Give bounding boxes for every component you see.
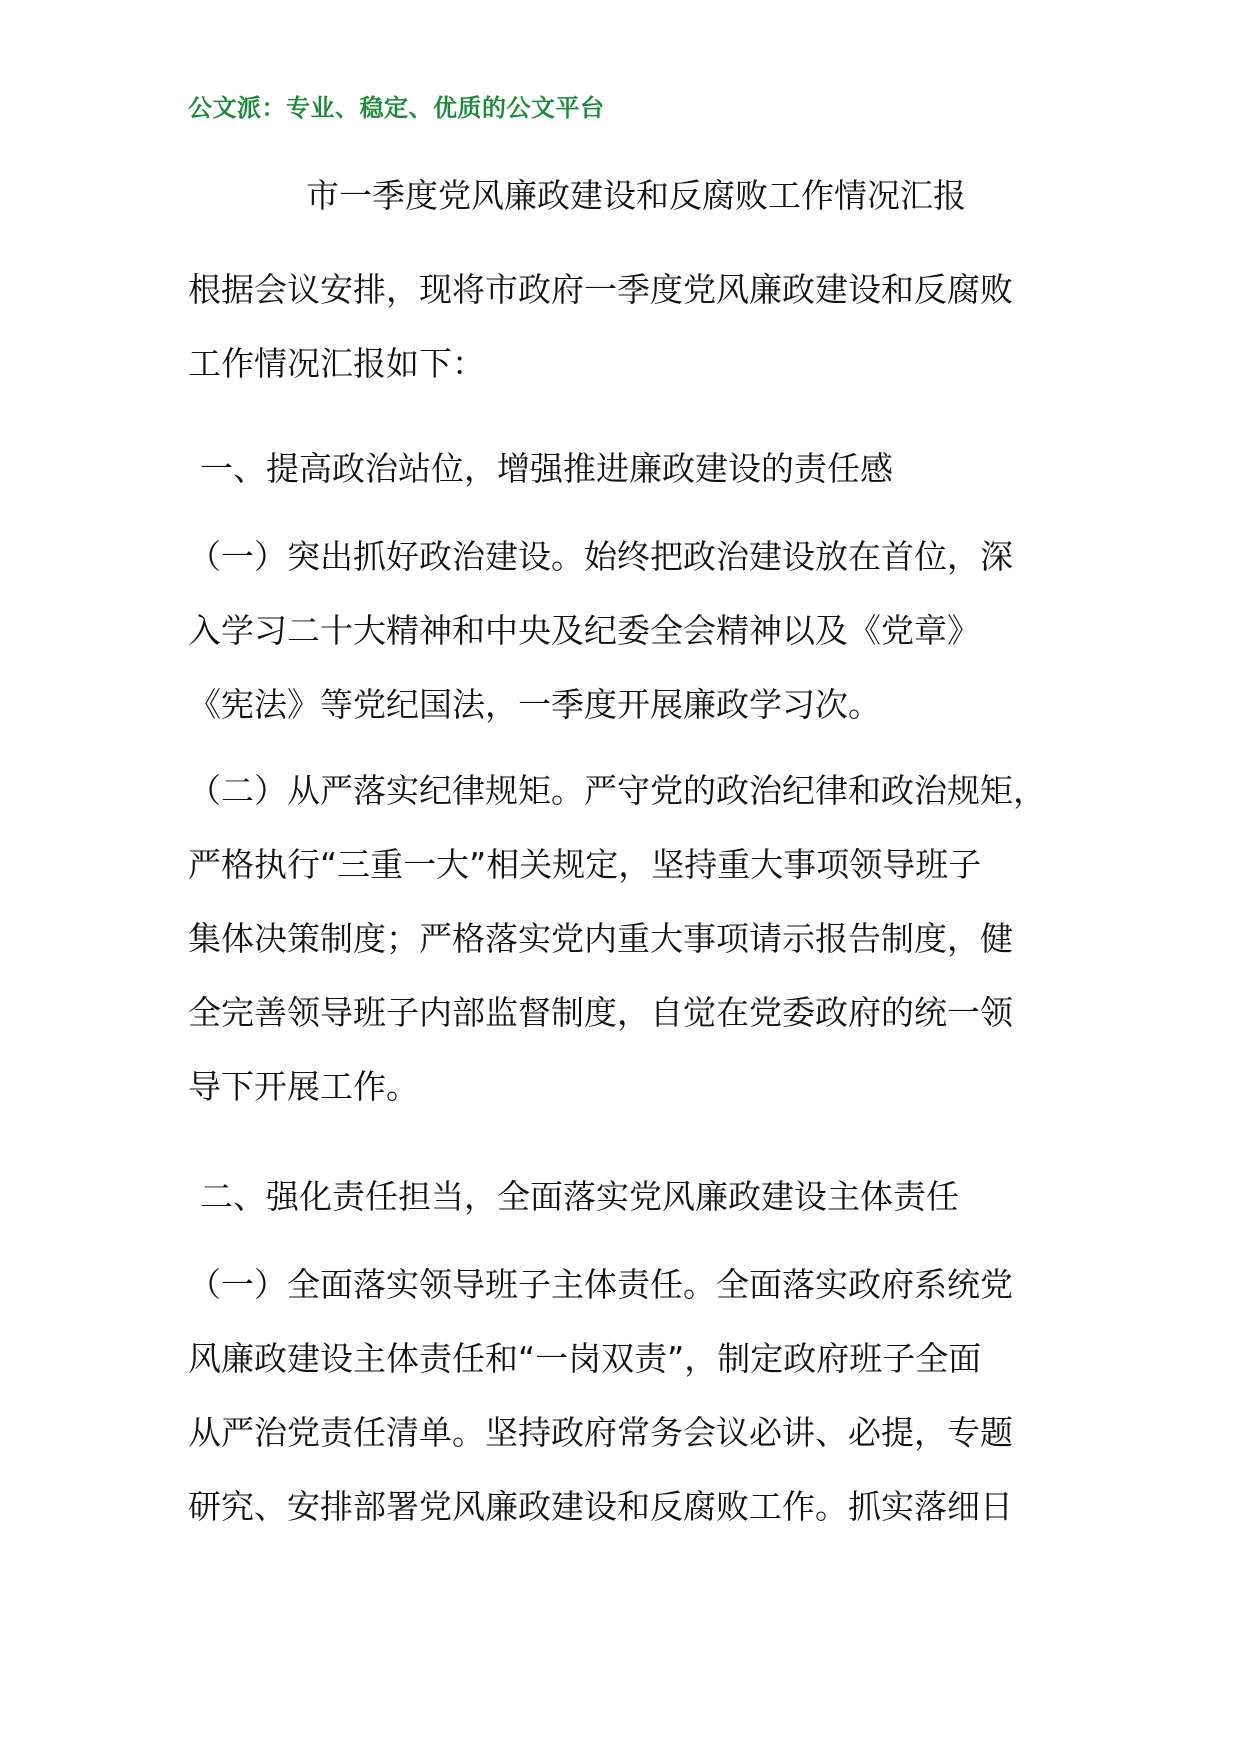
text-line: （二）从严落实纪律规矩。严守党的政治纪律和政治规矩，	[188, 771, 1046, 810]
text-line: 全完善领导班子内部监督制度，自觉在党委政府的统一领	[188, 993, 1013, 1032]
section-1-paragraph-2	[188, 754, 1068, 1124]
text-line: 根据会议安排，现将市政府一季度党风廉政建设和反腐败	[188, 270, 1013, 309]
text-line: 导下开展工作。	[188, 1067, 419, 1106]
text-line: 风廉政建设主体责任和“一岗双责”，制定政府班子全面	[188, 1339, 982, 1378]
watermark-header: 公文派：专业、稳定、优质的公文平台	[188, 94, 605, 122]
text-line: 研究、安排部署党风廉政建设和反腐败工作。抓实落细日	[188, 1487, 1013, 1526]
section-heading-1	[200, 432, 1080, 506]
section-heading-2	[200, 1160, 1080, 1234]
intro-paragraph	[188, 253, 1068, 401]
text-line: 严格执行“三重一大”相关规定，坚持重大事项领导班子	[188, 845, 982, 884]
heading-text: 一、提高政治站位，增强推进廉政建设的责任感	[200, 449, 893, 488]
heading-text: 二、强化责任担当，全面落实党风廉政建设主体责任	[200, 1177, 959, 1216]
text-line: （一）突出抓好政治建设。始终把政治建设放在首位，深	[188, 537, 1013, 576]
text-line: 集体决策制度；严格落实党内重大事项请示报告制度，健	[188, 919, 1013, 958]
text-line: 从严治党责任清单。坚持政府常务会议必讲、必提，专题	[188, 1413, 1013, 1452]
section-2-paragraph-1	[188, 1248, 1068, 1544]
document-title: 市一季度党风廉政建设和反腐败工作情况汇报	[306, 176, 966, 215]
section-1-paragraph-1	[188, 520, 1068, 742]
text-line: （一）全面落实领导班子主体责任。全面落实政府系统党	[188, 1265, 1013, 1304]
text-line: 入学习二十大精神和中央及纪委全会精神以及《党章》	[188, 611, 980, 650]
text-line: 工作情况汇报如下：	[188, 344, 485, 383]
text-line: 《宪法》等党纪国法，一季度开展廉政学习次。	[188, 685, 881, 724]
